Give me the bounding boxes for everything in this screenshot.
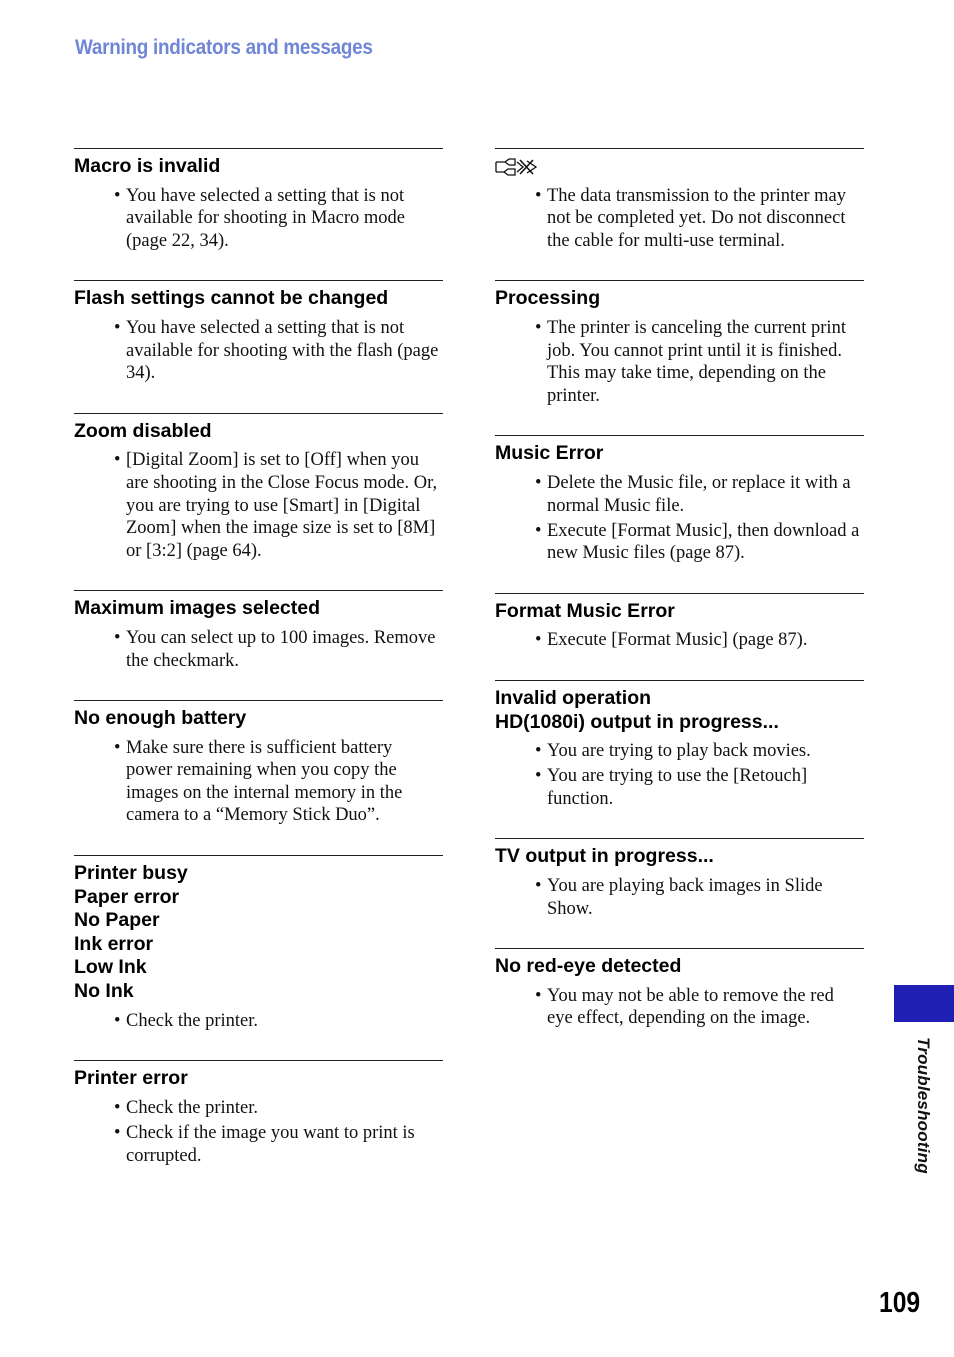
bullet-item: • Execute [Format Music] (page 87). xyxy=(535,629,864,652)
bullet-item: • You may not be able to remove the red eye effect, depending on the image. xyxy=(535,985,864,1030)
message-heading-line: No Paper xyxy=(74,909,160,932)
message-heading-line: Maximum images selected xyxy=(74,597,321,620)
bullet-item: • You are trying to play back movies. xyxy=(535,740,864,763)
message-heading-line: Printer busy xyxy=(74,862,188,885)
message-section-processing xyxy=(495,280,864,407)
bullet-list xyxy=(495,740,864,810)
message-heading-line: Format Music Error xyxy=(495,599,675,622)
message-heading xyxy=(74,420,443,444)
side-tab-label: Troubleshooting xyxy=(914,1037,933,1174)
message-section-maximum-images-selected xyxy=(74,590,443,672)
bullet-list xyxy=(495,875,864,920)
bullet-item: • You can select up to 100 images. Remove the checkmark. xyxy=(114,627,443,672)
message-heading-line: Paper error xyxy=(74,885,180,908)
message-heading-line: Zoom disabled xyxy=(74,419,212,442)
message-section-invalid-operation xyxy=(495,680,864,810)
message-section-printer-busy xyxy=(74,855,443,1032)
bullet-item: • You are playing back images in Slide Show. xyxy=(535,875,864,920)
bullet-list xyxy=(74,737,443,827)
message-heading xyxy=(74,597,443,621)
bullet-list xyxy=(495,472,864,565)
message-section-no-red-eye-detected xyxy=(495,948,864,1030)
message-section-flash-settings-cannot-be-changed xyxy=(74,280,443,384)
message-heading xyxy=(495,955,864,979)
message-section-tv-output-in-progress xyxy=(495,838,864,920)
message-heading-line: Printer error xyxy=(74,1067,188,1090)
bullet-list xyxy=(495,185,864,253)
message-section-format-music-error xyxy=(495,593,864,652)
bullet-item: • Execute [Format Music], then download a new Music files (page 87). xyxy=(535,520,864,565)
message-heading-line: HD(1080i) output in progress... xyxy=(495,710,779,733)
message-heading-line: Invalid operation xyxy=(495,687,652,709)
message-heading xyxy=(74,707,443,731)
bullet-list xyxy=(495,317,864,407)
bullet-list xyxy=(74,449,443,562)
left-column xyxy=(74,148,443,1195)
section-tab-marker xyxy=(894,985,954,1022)
bullet-list xyxy=(74,1010,443,1033)
message-heading-line: Flash settings cannot be changed xyxy=(74,287,389,310)
message-icon-heading xyxy=(495,155,864,179)
message-section-macro-is-invalid xyxy=(74,148,443,252)
usb-disconnect-icon xyxy=(495,158,537,176)
bullet-item: • Check if the image you want to print is corrupted. xyxy=(114,1122,443,1167)
message-heading-line: No red-eye detected xyxy=(495,955,682,978)
message-heading xyxy=(74,1067,443,1091)
bullet-list xyxy=(495,985,864,1030)
message-heading-line: TV output in progress... xyxy=(495,845,714,868)
message-section-zoom-disabled xyxy=(74,413,443,563)
bullet-list xyxy=(74,317,443,385)
message-section-no-enough-battery xyxy=(74,700,443,827)
message-heading xyxy=(74,287,443,311)
message-heading xyxy=(74,862,443,1004)
bullet-item: • [Digital Zoom] is set to [Off] when you are shooting in the Close Focus mode. Or, you are trying to use [Smart] in [Digital Zoom] when the image size is set to [8M] or [3:2] (page 64). xyxy=(114,449,443,562)
message-heading-line: Ink error xyxy=(74,932,154,955)
page-number: 109 xyxy=(879,1287,921,1319)
message-section-item-0 xyxy=(495,148,864,252)
message-heading-line: Low Ink xyxy=(74,956,147,979)
message-heading-line: Processing xyxy=(495,287,601,310)
message-heading xyxy=(495,600,864,624)
bullet-item: • Make sure there is sufficient battery power remaining when you copy the images on the internal memory in the camera to a “Memory Stick Duo”. xyxy=(114,737,443,827)
running-head: Warning indicators and messages xyxy=(75,36,373,59)
bullet-list xyxy=(74,627,443,672)
bullet-item: • Check the printer. xyxy=(114,1010,443,1033)
message-heading xyxy=(495,442,864,466)
message-heading xyxy=(495,287,864,311)
message-heading-line: Macro is invalid xyxy=(74,155,221,177)
message-section-printer-error xyxy=(74,1060,443,1167)
message-heading-line: No enough battery xyxy=(74,707,247,730)
bullet-item: • You have selected a setting that is not available for shooting with the flash (page 34). xyxy=(114,317,443,385)
message-section-music-error xyxy=(495,435,864,564)
right-column xyxy=(495,148,864,1058)
bullet-item: • You have selected a setting that is not available for shooting in Macro mode (page 22, 34). xyxy=(114,185,443,253)
bullet-item: • Check the printer. xyxy=(114,1097,443,1120)
message-heading-line: Music Error xyxy=(495,442,604,465)
message-heading xyxy=(495,687,864,734)
bullet-item: • The printer is canceling the current print job. You cannot print until it is finished. This may take time, depending on the printer. xyxy=(535,317,864,407)
message-heading-line: No Ink xyxy=(74,980,134,1003)
bullet-list xyxy=(495,629,864,652)
bullet-item: • Delete the Music file, or replace it with a normal Music file. xyxy=(535,472,864,517)
bullet-item: • You are trying to use the [Retouch] function. xyxy=(535,765,864,810)
bullet-list xyxy=(74,1097,443,1167)
bullet-list xyxy=(74,185,443,253)
message-heading xyxy=(74,155,443,179)
bullet-item: • The data transmission to the printer may not be completed yet. Do not disconnect the cable for multi-use terminal. xyxy=(535,185,864,253)
message-heading xyxy=(495,845,864,869)
